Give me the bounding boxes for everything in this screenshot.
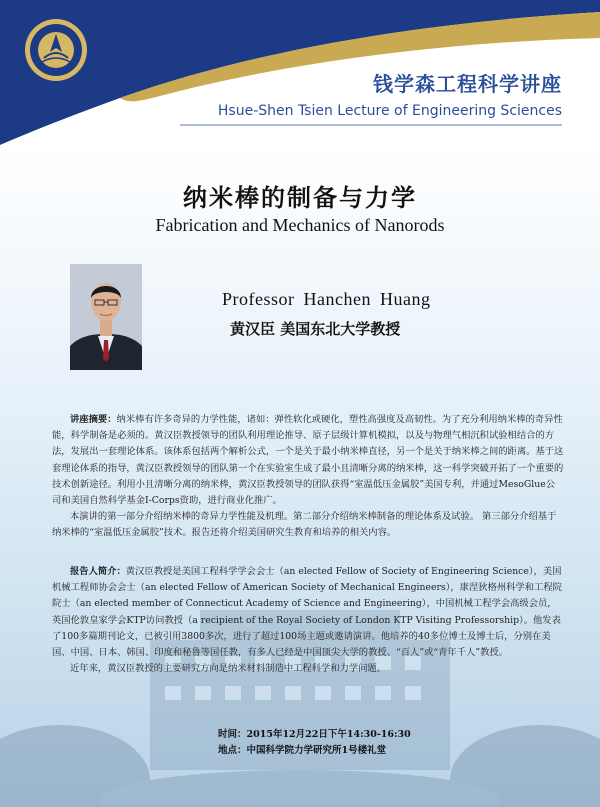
talk-title-cn: 纳米棒的制备与力学 xyxy=(183,183,417,212)
event-time: 时间：2015年12月22日下午14:30-16:30 xyxy=(218,729,411,740)
speaker-bio-section xyxy=(52,564,564,677)
lecture-series-title-cn: 钱学森工程科学讲座 xyxy=(373,72,562,96)
talk-title-en: Fabrication and Mechanics of Nanorods xyxy=(155,215,445,235)
abstract-section xyxy=(52,412,564,542)
event-location: 地点：中国科学院力学研究所1号楼礼堂 xyxy=(218,745,387,756)
speaker-name-cn: 黄汉臣 美国东北大学教授 xyxy=(230,320,401,338)
bio-label: 报告人简介： xyxy=(70,566,126,577)
bio-text-1: 黄汉臣教授是美国工程科学学会会士（an elected Fellow of Society of Engineering Science），美国机械工程师协会会士（an elected Fellow of American Society of Mechanical Engineers），康涅狄格州科学和工程院院士（an elected member of Connecticut Academy of Science and Engineering），中国机械工程学会高级会员，英国伦敦皇家学会KTP访问教授（a recipient of the Royal Society of London KTP Visiting Professorship）。他发表了100多篇期刊论文，已被引用3800多次，进行了超过100场主题或邀请演讲。他培养的40多位博士及博士后，分别在美国、中国、日本、韩国、印度和秘鲁等国任教，有多人已经是中国顶尖大学的教授、“百人”或“青年千人”教授。 xyxy=(52,566,562,659)
lecture-series-title-en: Hsue-Shen Tsien Lecture of Engineering Sciences xyxy=(217,103,562,119)
bio-paragraph-2: 近年来，黄汉臣教授的主要研究方向是纳米材料制造中工程科学和力学问题。 xyxy=(70,663,387,675)
speaker-photo xyxy=(70,264,142,370)
abstract-label: 讲座摘要： xyxy=(70,414,117,425)
abstract-paragraph-1 xyxy=(52,412,564,509)
speaker-name-en: Professor Hanchen Huang xyxy=(222,289,431,309)
bio-paragraph-1 xyxy=(52,564,564,661)
abstract-paragraph-2: 本演讲的第一部分介绍纳米棒的奇异力学性能及机理。第二部分介绍纳米棒制备的理论体系及试验。 第三部分介绍基于纳米棒的“室温低压金属胶”技术。报告还将介绍美国研究生教育和培养的相关内容。 xyxy=(52,511,557,539)
abstract-text-1: 纳米棒有许多奇异的力学性能，诸如：弹性软化或硬化，塑性高强度及高韧性。为了充分利用纳米棒的奇异性能，科学制备是必须的。黄汉臣教授领导的团队利用理论推导、原子层级计算机模拟，以及与物理气相沉积试验相结合的方法，发展出一套理论体系。该体系包括两个解析公式，一个是关于最小纳米棒直径，另一个是关于纳米棒之间的距离。基于这套理论体系的指导，黄汉臣教授领导的团队第一个在实验室生成了最小且清晰分离的纳米棒，这一科学突破开拓了一个重要的技术创新途径。利用小且清晰分离的纳米棒，黄汉臣教授领导的团队获得“室温低压金属胶”美国专利，并通过MesoGlue公司和美国自然科学基金I-Corps资助，进行商业化推广。 xyxy=(52,414,564,507)
institute-seal-logo xyxy=(24,18,88,82)
